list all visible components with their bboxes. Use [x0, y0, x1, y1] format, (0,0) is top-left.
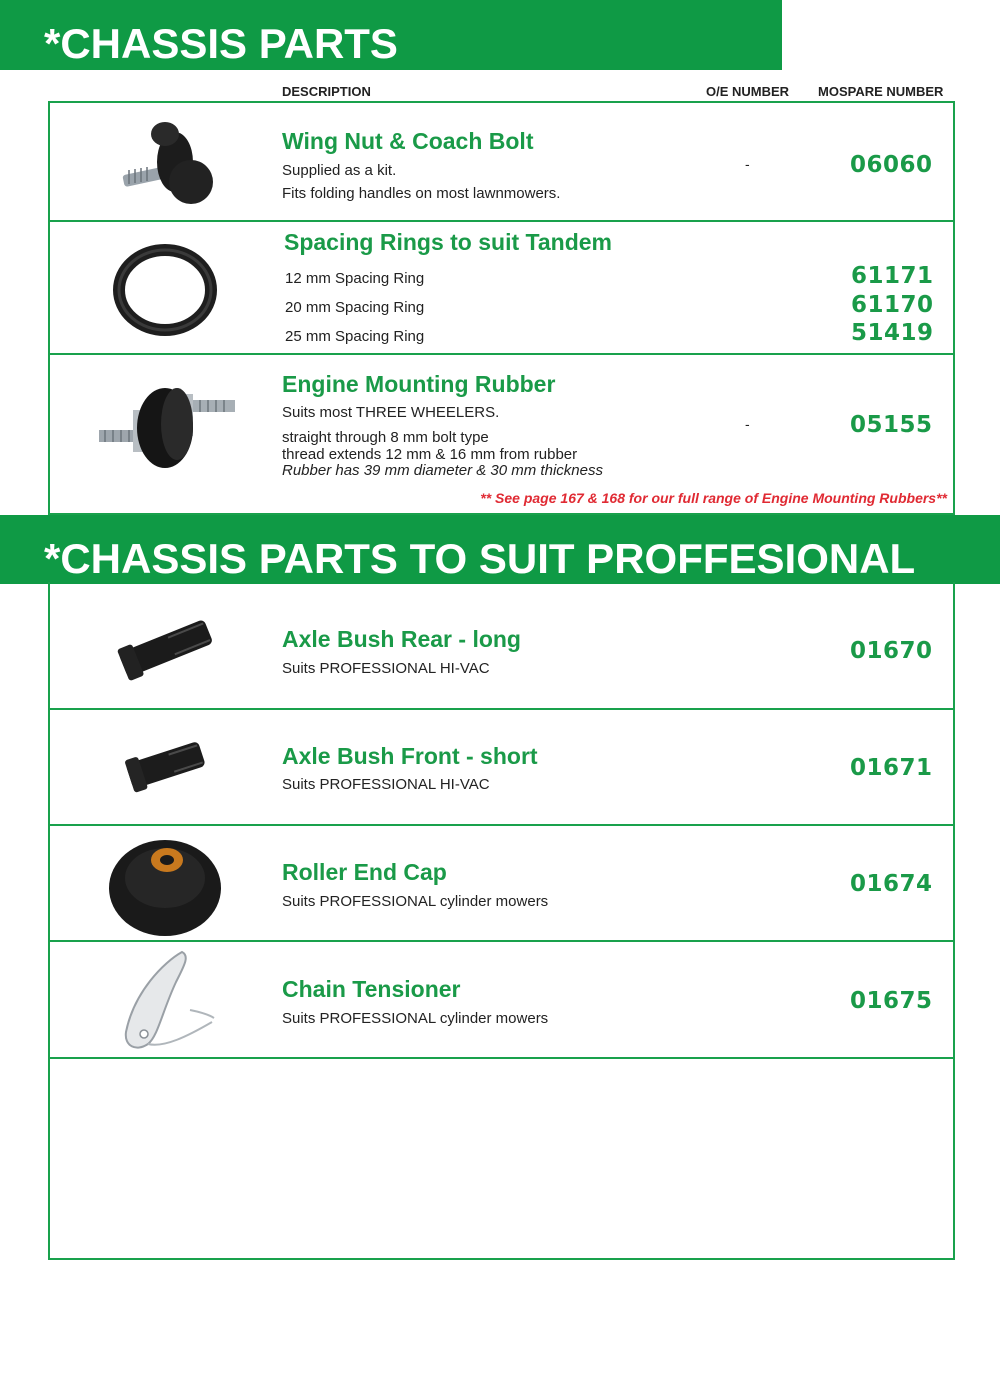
oe-number: - [745, 156, 750, 172]
product-description-line: straight through 8 mm bolt type [282, 429, 489, 446]
variant-label: 12 mm Spacing Ring [285, 270, 425, 287]
section-title-chassis-parts-professional: *CHASSIS PARTS TO SUIT PROFFESIONAL [0, 515, 1000, 584]
axle-bush-rear-image [112, 604, 217, 694]
product-description-line: Suits PROFESSIONAL cylinder mowers [282, 893, 549, 910]
column-header-oe-number: O/E NUMBER [706, 84, 790, 99]
product-title: Axle Bush Rear - long [282, 626, 521, 652]
product-title: Engine Mounting Rubber [282, 371, 556, 397]
spacing-ring-image [110, 240, 220, 340]
mospare-number: 06060 [850, 152, 933, 178]
product-description-line: Rubber has 39 mm diameter & 30 mm thickness [282, 462, 603, 479]
variant-label: 25 mm Spacing Ring [285, 328, 425, 345]
column-header-mospare-number: MOSPARE NUMBER [818, 84, 944, 99]
axle-bush-front-image [122, 728, 210, 804]
product-description-line: Fits folding handles on most lawnmowers. [282, 185, 561, 202]
section-title-chassis-parts: *CHASSIS PARTS [0, 0, 782, 70]
mospare-number: 01671 [850, 755, 933, 781]
product-title: Axle Bush Front - short [282, 743, 538, 769]
product-description-line: Supplied as a kit. [282, 162, 397, 179]
variant-label: 20 mm Spacing Ring [285, 299, 425, 316]
chain-tensioner-image [104, 942, 226, 1074]
mospare-number: 61170 [851, 292, 934, 318]
row-divider [48, 220, 955, 222]
product-title: Roller End Cap [282, 859, 447, 885]
mospare-number: 51419 [851, 320, 934, 346]
mospare-number: 61171 [851, 263, 934, 289]
mospare-number: 01670 [850, 638, 933, 664]
engine-mounting-rubber-image [95, 380, 240, 475]
product-description-line: Suits PROFESSIONAL cylinder mowers [282, 1010, 549, 1027]
mospare-number: 01674 [850, 871, 933, 897]
product-title: Wing Nut & Coach Bolt [282, 128, 534, 154]
column-header-description: DESCRIPTION [282, 84, 371, 99]
product-description-line: Suits most THREE WHEELERS. [282, 404, 500, 421]
oe-number: - [745, 416, 750, 432]
product-description-line: Suits PROFESSIONAL HI-VAC [282, 660, 490, 677]
product-description-line: thread extends 12 mm & 16 mm from rubber [282, 446, 578, 463]
row-divider [48, 708, 955, 710]
mospare-number: 05155 [850, 412, 933, 438]
row-divider [48, 824, 955, 826]
engine-rubbers-reference-note: ** See page 167 & 168 for our full range of Engine Mounting Rubbers** [480, 490, 947, 506]
wing-nut-coach-bolt-image [115, 112, 215, 212]
row-divider [48, 353, 955, 355]
roller-end-cap-image [104, 830, 226, 940]
product-title: Chain Tensioner [282, 976, 461, 1002]
product-description-line: Suits PROFESSIONAL HI-VAC [282, 776, 490, 793]
mospare-number: 01675 [850, 988, 933, 1014]
product-title: Spacing Rings to suit Tandem [284, 229, 612, 255]
